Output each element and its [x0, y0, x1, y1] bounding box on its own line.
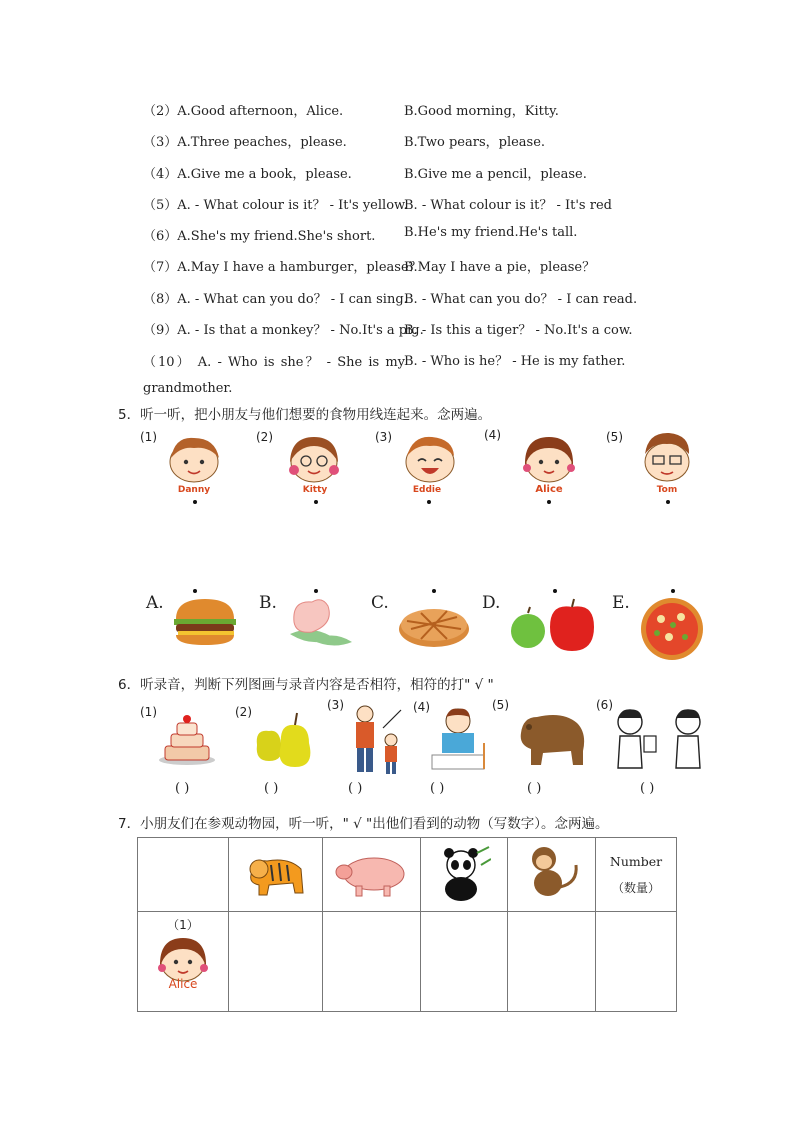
- connect-dot[interactable]: [671, 589, 675, 593]
- cake-icon: [157, 710, 217, 766]
- kid-name: Alice: [168, 977, 198, 991]
- option-b: B. - Is this a tiger？ - No.It's a cow.: [404, 323, 633, 338]
- option-a: （4）A.Give me a book，please.: [143, 167, 352, 182]
- kid-number: (3): [375, 430, 392, 444]
- food-letter: C.: [371, 593, 389, 613]
- row-number: （1）: [167, 918, 199, 932]
- hamburger-icon: [170, 595, 240, 647]
- panda-icon: [437, 845, 491, 901]
- pears-icon: [249, 709, 319, 769]
- option-b: B. - What colour is it？ - It's red: [404, 198, 612, 213]
- girl-face-icon: [518, 432, 580, 484]
- kid-number: (2): [256, 430, 273, 444]
- answer-cell[interactable]: [508, 912, 596, 1012]
- connect-dot[interactable]: [547, 500, 551, 504]
- section5-heading: 5．听一听，把小朋友与他们想要的食物用线连起来。念两遍。: [118, 407, 492, 423]
- option-b: B.Give me a pencil，please.: [404, 167, 587, 182]
- bear-icon: [513, 705, 589, 769]
- answer-cell[interactable]: [421, 912, 508, 1012]
- food-letter: D.: [482, 593, 501, 613]
- option-a: （2）A.Good afternoon，Alice.: [143, 104, 344, 119]
- girl-face-icon: [153, 935, 213, 983]
- tiger-icon: [241, 845, 311, 901]
- answer-cell[interactable]: [323, 912, 421, 1012]
- item-number: (2): [235, 705, 252, 719]
- item-number: (3): [327, 698, 344, 712]
- number-header: [596, 838, 677, 912]
- pizza-icon: [639, 597, 705, 661]
- option-a: （8）A. - What can you do？ - I can sing.: [143, 292, 408, 307]
- monkey-icon: [520, 843, 584, 903]
- connect-dot[interactable]: [193, 500, 197, 504]
- girl-face-icon: [283, 432, 345, 484]
- kid-name: Kitty: [302, 485, 328, 495]
- answer-blank[interactable]: ( ): [348, 781, 363, 796]
- empty-cell: [138, 838, 229, 912]
- panda-cell: [421, 838, 508, 912]
- food-letter: B.: [259, 593, 277, 613]
- item-number: (6): [596, 698, 613, 712]
- section7-heading: 7．小朋友们在参观动物园，听一听，" √ "出他们看到的动物（写数字）。念两遍。: [118, 816, 609, 832]
- two-boys-icon: [612, 706, 706, 772]
- kid-name: Danny: [177, 485, 211, 495]
- tiger-cell: [229, 838, 323, 912]
- option-a: （6）A.She's my friend.She's short.: [143, 229, 376, 244]
- connect-dot[interactable]: [427, 500, 431, 504]
- item-number: (4): [413, 700, 430, 714]
- item-number: (1): [140, 705, 157, 719]
- option-a: （5）A. - What colour is it？ - It's yellow.: [143, 198, 408, 213]
- option-a: （10） A. - Who is she？ - She is my grandmother.: [143, 355, 405, 396]
- option-b: B.Good morning，Kitty.: [404, 104, 559, 119]
- item-number: (5): [492, 698, 509, 712]
- apples-icon: [506, 597, 598, 653]
- animal-table: [137, 837, 677, 1012]
- boy-face-icon: [636, 430, 698, 484]
- pig-cell: [323, 838, 421, 912]
- answer-cell[interactable]: [229, 912, 323, 1012]
- section6-heading: 6．听录音，判断下列图画与录音内容是否相符，相符的打" √ ": [118, 677, 494, 693]
- kid-name: Tom: [656, 485, 678, 495]
- kid-name: Alice: [535, 484, 563, 495]
- connect-dot[interactable]: [193, 589, 197, 593]
- table-header-row: [138, 838, 677, 912]
- option-b: B. - Who is he？ - He is my father.: [404, 354, 626, 369]
- option-a: （3）A.Three peaches，please.: [143, 135, 347, 150]
- food-letter: E.: [612, 593, 630, 613]
- kid-name: Eddie: [412, 485, 442, 495]
- answer-cell[interactable]: [596, 912, 677, 1012]
- option-b: B.He's my friend.He's tall.: [404, 225, 578, 240]
- option-b: B.Two pears，please.: [404, 135, 546, 150]
- option-b: B. - What can you do？ - I can read.: [404, 292, 638, 307]
- kid-number: (1): [140, 430, 157, 444]
- connect-dot[interactable]: [432, 589, 436, 593]
- option-a: （9）A. - Is that a monkey？ - No.It's a pig.: [143, 323, 424, 338]
- father-son-icon: [343, 702, 407, 776]
- option-b: B.May I have a pie，please？: [404, 260, 596, 275]
- kid-number: (5): [606, 430, 623, 444]
- answer-blank[interactable]: ( ): [175, 781, 190, 796]
- number-label: Number: [609, 853, 663, 869]
- answer-blank[interactable]: ( ): [640, 781, 655, 796]
- connect-dot[interactable]: [553, 589, 557, 593]
- food-letter: A.: [146, 593, 164, 613]
- connect-dot[interactable]: [314, 500, 318, 504]
- boy-face-icon: [399, 432, 461, 484]
- boy-face-icon: [163, 432, 225, 484]
- kid-number: (4): [484, 428, 501, 442]
- monkey-cell: [508, 838, 596, 912]
- answer-blank[interactable]: ( ): [527, 781, 542, 796]
- peach-icon: [282, 594, 354, 650]
- connect-dot[interactable]: [314, 589, 318, 593]
- pig-icon: [334, 848, 410, 898]
- kid-cell: [138, 912, 229, 1012]
- pie-icon: [397, 599, 471, 651]
- table-row: [138, 912, 677, 1012]
- answer-blank[interactable]: ( ): [264, 781, 279, 796]
- number-label-cn: （数量）: [611, 880, 660, 895]
- connect-dot[interactable]: [666, 500, 670, 504]
- option-a: （7）A.May I have a hamburger，please？: [143, 260, 422, 275]
- answer-blank[interactable]: ( ): [430, 781, 445, 796]
- boy-writing-icon: [428, 703, 488, 773]
